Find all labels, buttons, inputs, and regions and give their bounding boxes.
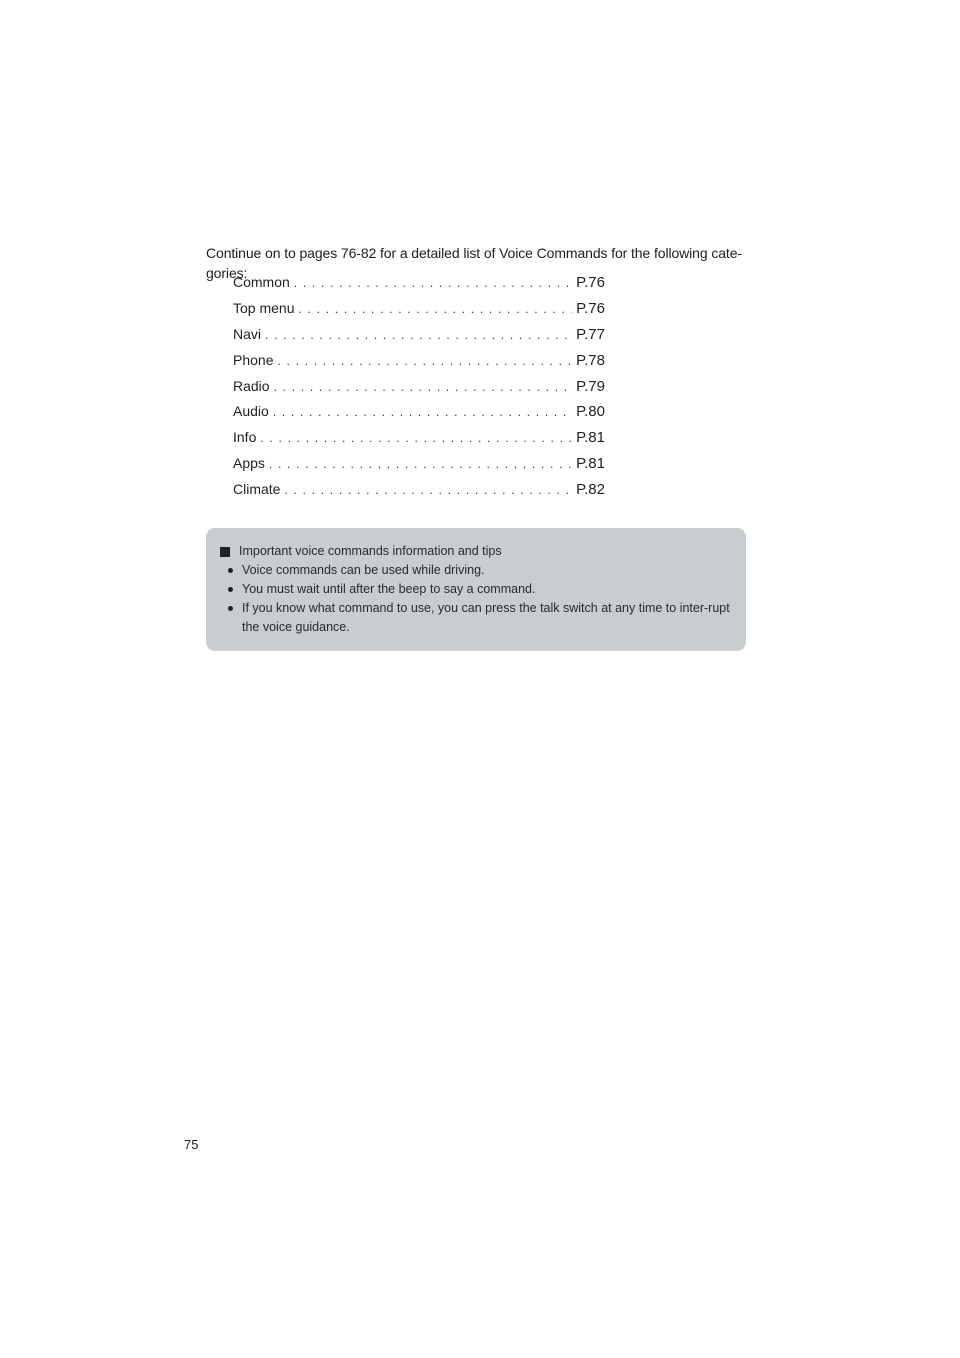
dot-leader bbox=[284, 483, 572, 497]
toc-page-ref: P.76 bbox=[576, 274, 605, 291]
dot-leader bbox=[269, 457, 572, 471]
dot-leader bbox=[298, 302, 572, 316]
tips-heading-row bbox=[220, 542, 732, 561]
toc-page-ref: P.77 bbox=[576, 325, 605, 343]
intro-paragraph: Continue on to pages 76-82 for a detailed list of Voice Commands for the following cate-gories: bbox=[206, 245, 742, 281]
square-bullet-icon bbox=[220, 547, 230, 557]
tip-text: If you know what command to use, you can press the talk switch at any time to inter-rupt the voice guidance. bbox=[242, 601, 730, 634]
toc-label: Info bbox=[233, 429, 257, 446]
toc-row-top-menu[interactable] bbox=[233, 300, 605, 326]
tips-box bbox=[206, 528, 746, 651]
bullet-icon bbox=[228, 606, 233, 611]
tip-text: You must wait until after the beep to say a command. bbox=[242, 582, 536, 596]
dot-leader bbox=[265, 328, 572, 342]
voice-command-category-list bbox=[233, 274, 605, 507]
toc-page-ref: P.81 bbox=[576, 455, 605, 473]
dot-leader bbox=[294, 276, 572, 290]
toc-row-common[interactable] bbox=[233, 274, 605, 300]
list-item bbox=[228, 599, 732, 637]
dot-leader bbox=[277, 354, 572, 368]
toc-page-ref: P.82 bbox=[576, 481, 605, 499]
tip-text: Voice commands can be used while driving. bbox=[242, 563, 485, 577]
toc-row-climate[interactable] bbox=[233, 481, 605, 507]
toc-label: Common bbox=[233, 274, 290, 290]
toc-label: Audio bbox=[233, 403, 269, 420]
toc-page-ref: P.80 bbox=[576, 403, 605, 421]
toc-page-ref: P.78 bbox=[576, 351, 605, 369]
toc-label: Radio bbox=[233, 377, 270, 394]
list-item bbox=[228, 580, 732, 599]
toc-label: Climate bbox=[233, 481, 281, 498]
dot-leader bbox=[260, 431, 572, 445]
toc-row-apps[interactable] bbox=[233, 455, 605, 481]
toc-row-radio[interactable] bbox=[233, 378, 605, 404]
toc-label: Apps bbox=[233, 455, 265, 472]
dot-leader bbox=[273, 405, 572, 419]
bullet-icon bbox=[228, 587, 233, 592]
toc-page-ref: P.76 bbox=[576, 299, 605, 317]
list-item bbox=[228, 561, 732, 580]
tips-list bbox=[220, 561, 732, 637]
toc-row-info[interactable] bbox=[233, 429, 605, 455]
toc-label: Navi bbox=[233, 325, 262, 342]
page-number: 75 bbox=[184, 1137, 199, 1152]
toc-label: Top menu bbox=[233, 299, 295, 316]
toc-row-phone[interactable] bbox=[233, 352, 605, 378]
toc-page-ref: P.79 bbox=[576, 377, 605, 395]
dot-leader bbox=[274, 380, 572, 394]
tips-heading: Important voice commands information and tips bbox=[239, 544, 502, 558]
toc-row-audio[interactable] bbox=[233, 403, 605, 429]
bullet-icon bbox=[228, 568, 233, 573]
toc-page-ref: P.81 bbox=[576, 429, 605, 447]
toc-label: Phone bbox=[233, 351, 274, 368]
toc-row-navi[interactable] bbox=[233, 326, 605, 352]
